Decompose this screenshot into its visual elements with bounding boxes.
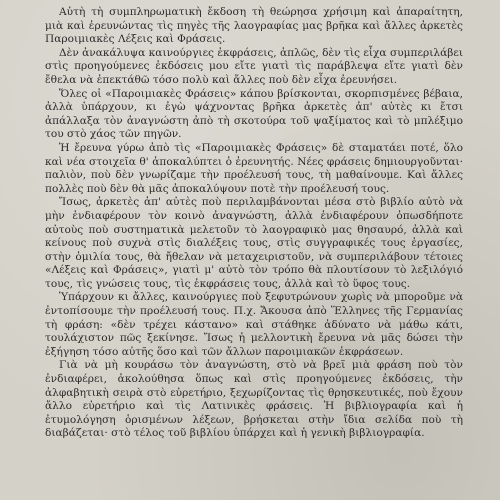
- paragraph-1: Αὐτὴ τὴ συμπληρωματικὴ ἔκδοση τὴ θεώρησα χρήσιμη καὶ ἀπαραίτητη, μιὰ καὶ ἐρευνώντας τὶς πηγὲς τῆς λαογραφίας μας βρῆκα καὶ ἄλλες ἀρκετὲς Παροιμιακὲς Λέξεις καὶ Φράσεις.: [45, 6, 463, 46]
- paragraph-4: Ἡ ἔρευνα γύρω ἀπὸ τὶς «Παροιμιακὲς Φράσεις» δὲ σταματάει ποτέ, ὅλο καὶ νέα στοιχεῖα θ' ἀποκαλύπτει ὁ ἐρευνητής. Νέες φράσεις δημιουργοῦνται· παλιὸν, ποὺ δὲν γνωρίζαμε τὴν προέλευσή τους, τὴ μαθαίνουμε. Καὶ ἄλλες πολλὲς ποὺ δὲν θὰ μᾶς ἀποκαλύψουν ποτὲ τὴν προέλευσή τους.: [45, 141, 463, 195]
- paragraph-6: Ὑπάρχουν κι ἄλλες, καινούργιες ποὺ ξεφυτρώνουν χωρὶς νὰ μποροῦμε νὰ ἐντοπίσουμε τὴν προέλευσή τους. Π.χ. Ἄκουσα ἀπὸ Ἕλληνες τῆς Γερμανίας τὴ φράση: «δὲν τρέχει κάστανο» καὶ στάθηκε ἀδύνατο νὰ μάθω κάτι, τουλάχιστον πῶς ξεκίνησε. Ἴσως ἡ μελλοντικὴ ἔρευνα νὰ μᾶς δώσει τὴν ἐξήγηση τόσο αὐτῆς ὅσο καὶ τῶν ἄλλων παροιμιακῶν ἐκφράσεων.: [45, 291, 463, 358]
- body-text: [45, 6, 463, 441]
- paragraph-2: Δὲν ἀνακάλυψα καινούργιες ἐκφράσεις, ἁπλῶς, δὲν τὶς εἶχα συμπεριλάβει στὶς προηγούμενες ἐκδόσεις μου εἴτε γιατὶ τὶς παράβλεψα εἴτε γιατὶ δὲν ἔθελα νὰ ἐπεκτάθῶ τόσο πολὺ καὶ ἄλλες ποὺ δὲν εἶχα ἐρευνήσει.: [45, 46, 463, 86]
- paragraph-7: Γιὰ νὰ μὴ κουράσω τὸν ἀναγνώστη, στὸ νὰ βρεῖ μιὰ φράση ποὺ τὸν ἐνδιαφέρει, ἀκολούθησα ὅπως καὶ στὶς προηγούμενες ἐκδόσεις, τὴν ἀλφαβητικὴ σειρὰ στὸ εὐρετήριο, ξεχωρίζοντας τὶς θρησκευτικές, ποὺ ἔχουν ἄλλο εὐρετήριο καὶ τὶς Λατινικὲς φράσεις. Ἡ βιβλιογραφία καὶ ἡ ἐτυμολόγηση ὁρισμένων λέξεων, βρήσκεται στὴν ἴδια σελίδα ποὺ τὴ διαβάζεται· στὸ τέλος τοῦ βιβλίου ὑπάρχει καὶ ἡ γενικὴ βιβλιογραφία.: [45, 359, 463, 440]
- paragraph-3: Ὅλες οἱ «Παροιμιακὲς Φράσεις» κάπου βρίσκονται, σκορπισμένες βέβαια, ἀλλὰ ὑπάρχουν, κι ἐγὼ ψάχνοντας βρῆκα ἀρκετὲς ἀπ' αὐτὲς κι ἔτσι ἀπάλλαξα τὸν ἀναγνώστη ἀπὸ τὴ σκοτούρα τοῦ ψαξίματος καὶ τὸ μπλέξιμο του στὸ χάος τῶν πηγῶν.: [45, 87, 463, 141]
- paragraph-5: Ἴσως, ἀρκετὲς ἀπ' αὐτὲς ποὺ περιλαμβάνονται μέσα στὸ βιβλίο αὐτὸ νὰ μὴν ἐνδιαφέρουν τὸν κοινὸ ἀναγνώστη, ἀλλὰ ἐνδιαφέρουν ὁπωσδήποτε αὐτοὺς ποὺ συστηματικὰ μελετοῦν τὸ λαογραφικὸ μας θησαυρό, ἀλλὰ καὶ κείνους ποὺ συχνὰ στὶς διαλέξεις τους, στὶς συγγραφικές τους ἐργασίες, στὴν ὁμιλία τους, θὰ ἤθελαν νὰ μεταχειριστοῦν, νὰ συμπεριλάβουν τέτοιες «Λέξεις καὶ Φράσεις», γιατὶ μ' αὐτὸ τὸν τρόπο θὰ πλουτίσουν τὸ λεξιλόγιό τους, τὶς γνώσεις τους, τὶς ἐκφράσεις τους, ἀλλὰ καὶ τὸ ὕφος τους.: [45, 196, 463, 290]
